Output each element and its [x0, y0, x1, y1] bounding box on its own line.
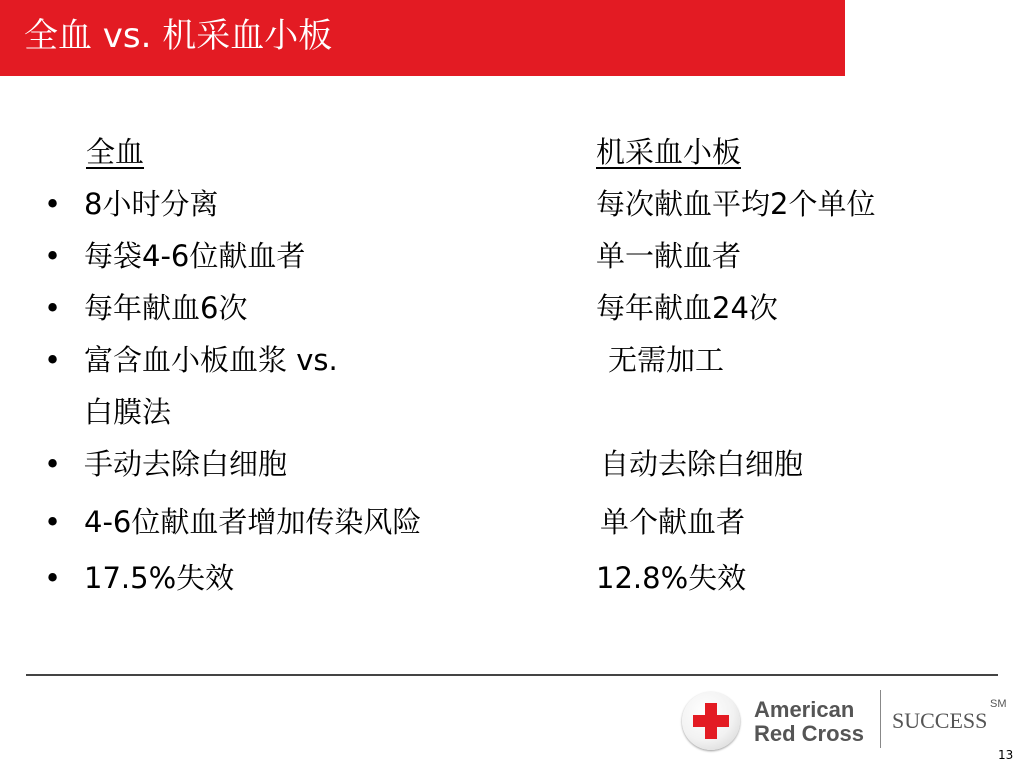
comparison-row — [0, 186, 1024, 226]
whole-blood-item: 4-6位献血者增加传染风险 — [84, 505, 422, 539]
comparison-row-continuation — [0, 394, 1024, 434]
right-column-header: 机采血小板 — [596, 135, 742, 169]
logo-separator — [880, 690, 881, 748]
footer-divider — [26, 674, 998, 676]
apheresis-item: 12.8%失效 — [596, 561, 747, 595]
bullet: • — [44, 187, 62, 221]
comparison-row — [0, 446, 1024, 486]
apheresis-item: 单一献血者 — [596, 239, 742, 273]
whole-blood-item: 富含血小板血浆 vs. — [84, 343, 338, 377]
bullet: • — [44, 561, 62, 595]
brand-name-line1: American — [754, 697, 855, 722]
bullet: • — [44, 343, 62, 377]
whole-blood-item: 每袋4-6位献血者 — [84, 239, 306, 273]
service-mark: SM — [990, 698, 1007, 710]
bullet: • — [44, 505, 62, 539]
american-red-cross-logo — [682, 688, 1012, 748]
bullet: • — [44, 291, 62, 325]
apheresis-item: 自动去除白细胞 — [600, 447, 804, 481]
page-number: 13 — [998, 748, 1014, 762]
apheresis-item: 单个献血者 — [600, 505, 746, 539]
comparison-row — [0, 342, 1024, 382]
success-wordmark: SUCCESS — [892, 708, 988, 733]
left-column-header: 全血 — [86, 135, 145, 169]
apheresis-item: 每次献血平均2个单位 — [596, 187, 876, 221]
comparison-row — [0, 290, 1024, 330]
bullet: • — [44, 447, 62, 481]
apheresis-item: 无需加工 — [608, 343, 725, 377]
whole-blood-item: 白膜法 — [84, 395, 172, 429]
red-cross-icon — [682, 692, 740, 750]
comparison-row — [0, 560, 1024, 600]
brand-name-line2: Red Cross — [754, 721, 865, 746]
slide-title: 全血 vs. 机采血小板 — [24, 16, 333, 56]
whole-blood-item: 17.5%失效 — [84, 561, 235, 595]
comparison-row — [0, 238, 1024, 278]
whole-blood-item: 8小时分离 — [84, 187, 219, 221]
bullet: • — [44, 239, 62, 273]
apheresis-item: 每年献血24次 — [596, 291, 778, 325]
comparison-row — [0, 504, 1024, 544]
whole-blood-item: 每年献血6次 — [84, 291, 248, 325]
whole-blood-item: 手动去除白细胞 — [84, 447, 288, 481]
